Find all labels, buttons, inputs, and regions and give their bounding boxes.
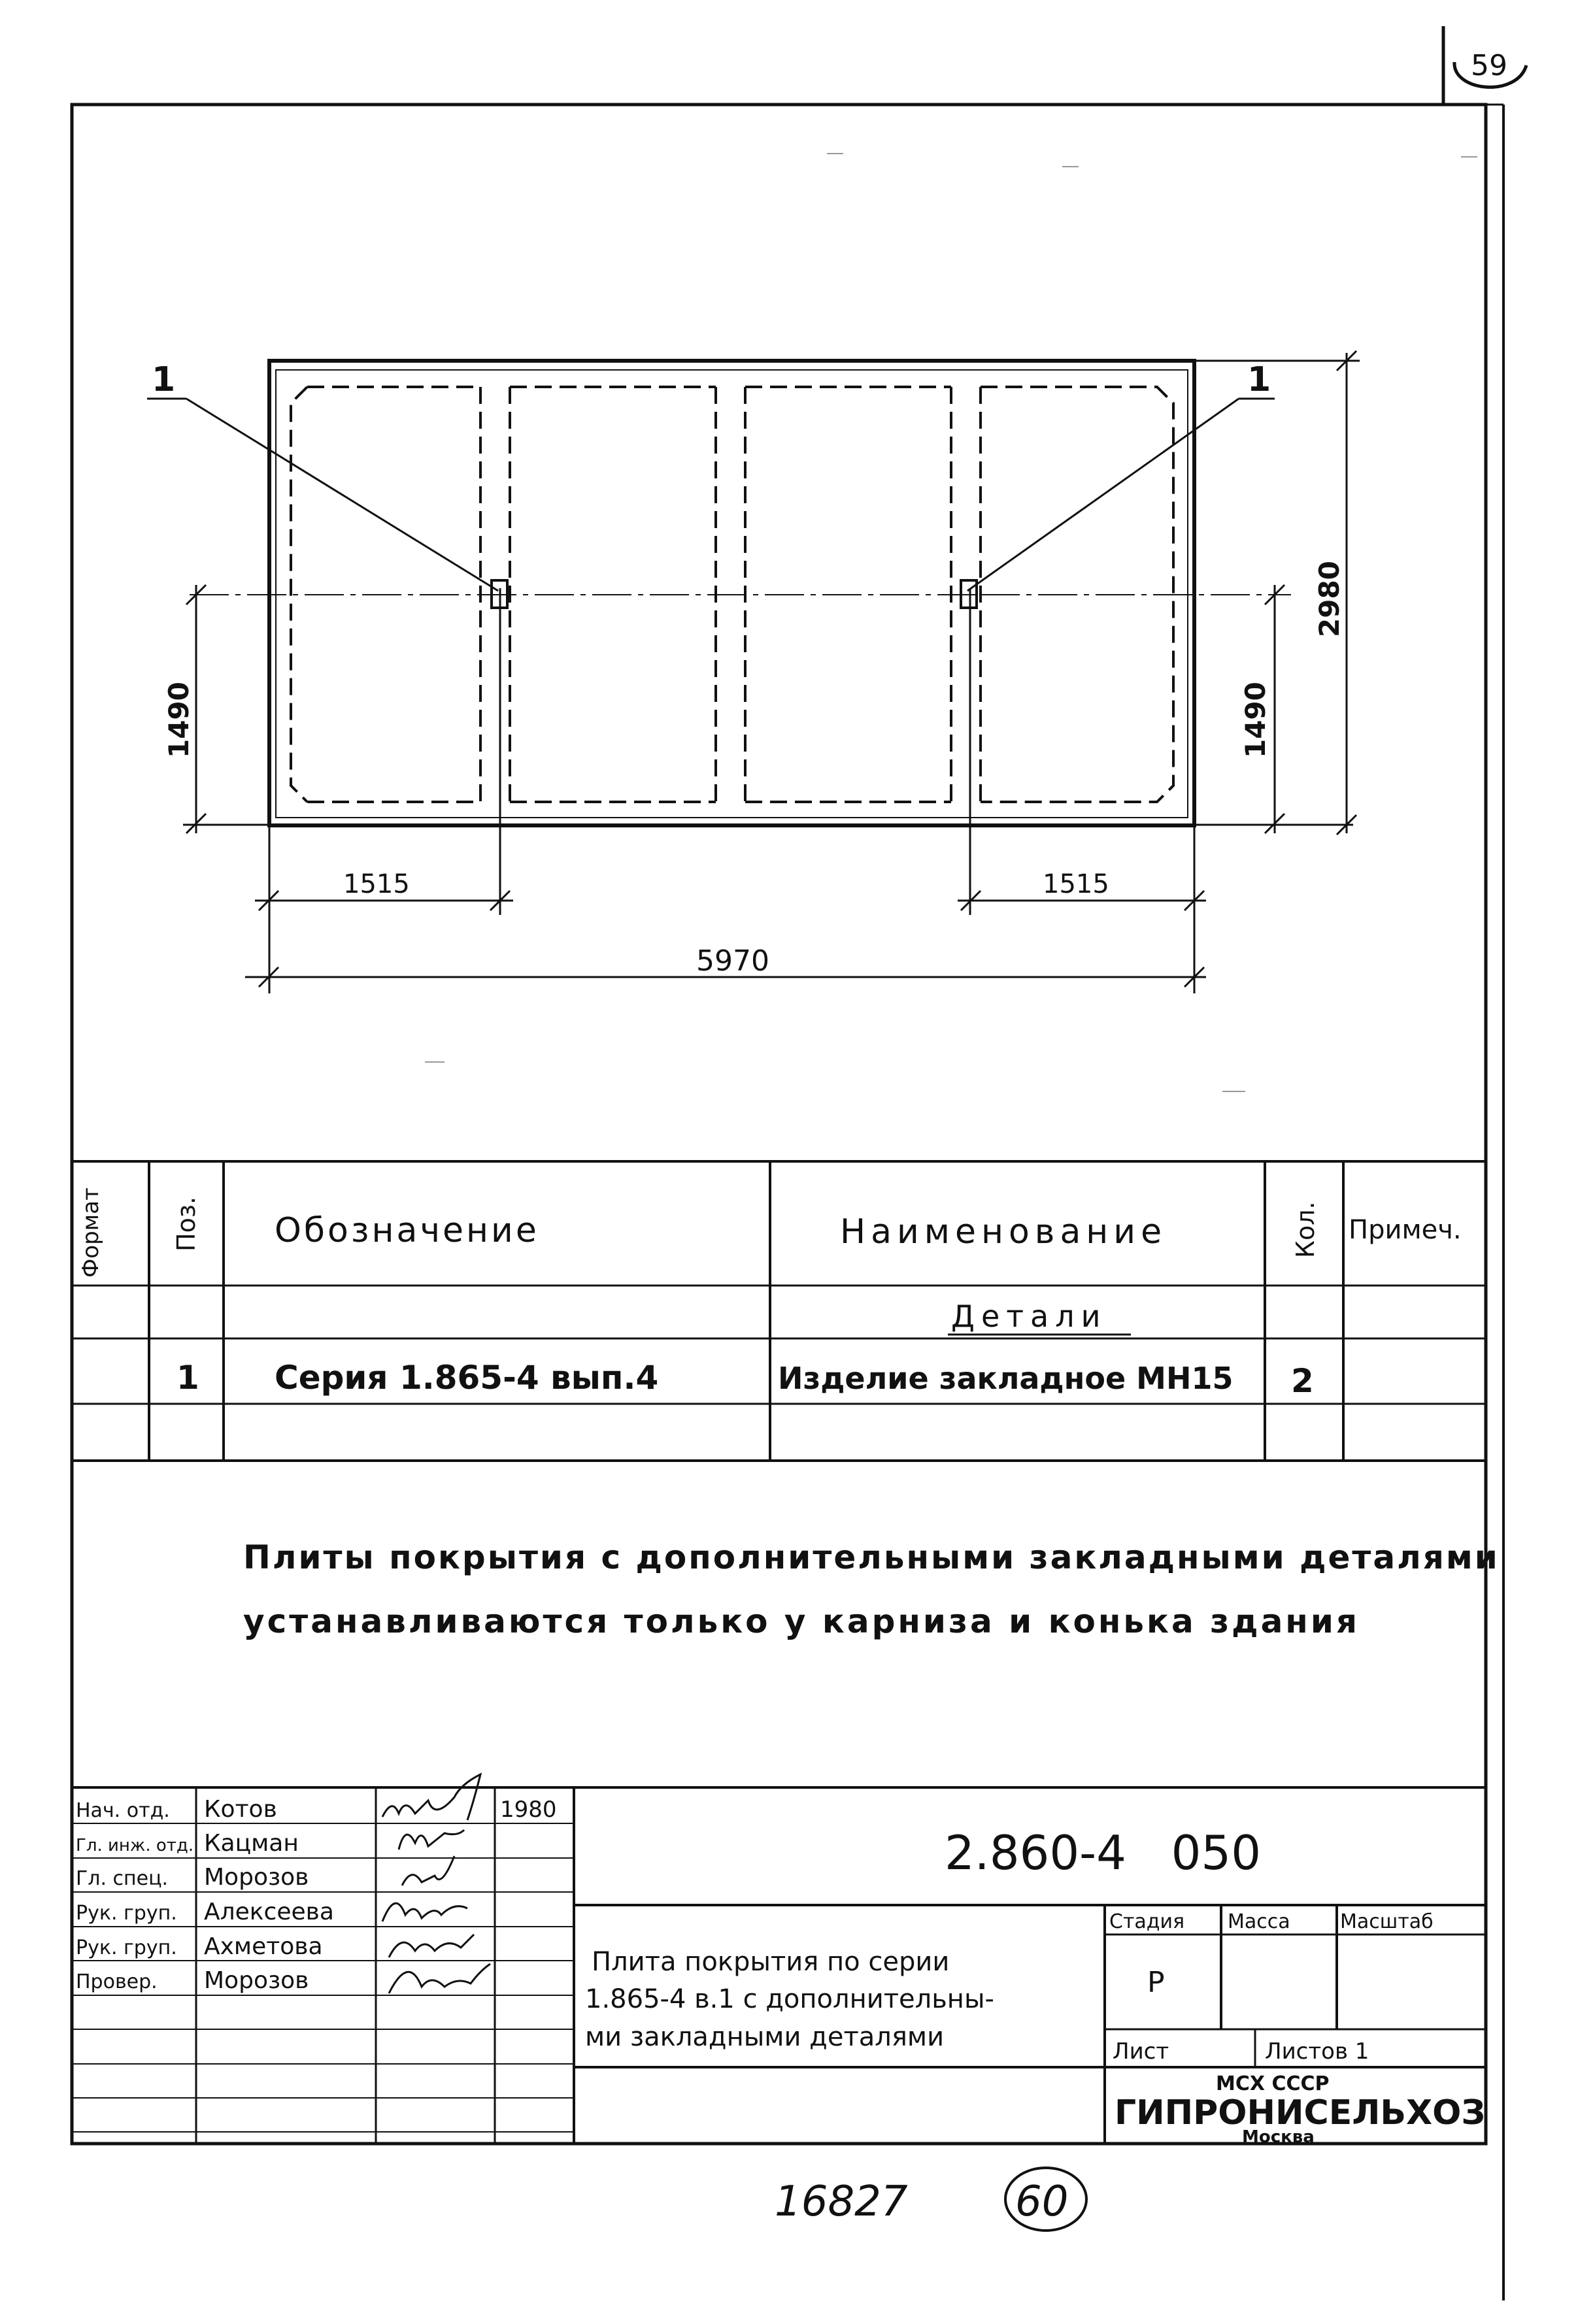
title-line-1: Плита покрытия по серии bbox=[592, 1947, 950, 1977]
stage-label: Стадия bbox=[1109, 1910, 1185, 1933]
date-1: 1980 bbox=[500, 1797, 557, 1823]
row-pos: 1 bbox=[176, 1359, 199, 1397]
corner-mark: 59 bbox=[1471, 49, 1507, 82]
leader-left bbox=[186, 399, 498, 591]
note-line-1: Плиты покрытия с дополнительными закладными деталями bbox=[243, 1538, 1500, 1576]
slab-outline-inner bbox=[276, 370, 1188, 818]
spec-table-grid bbox=[72, 1161, 1486, 1461]
header-qty: Кол. bbox=[1291, 1201, 1320, 1258]
header-format: Формат bbox=[78, 1187, 104, 1278]
row-qty: 2 bbox=[1291, 1362, 1314, 1400]
sheet-label: Лист bbox=[1113, 2038, 1169, 2065]
title-line-2: 1.865-4 в.1 с дополнительны- bbox=[585, 1984, 994, 2014]
stage-value: Р bbox=[1147, 1966, 1165, 1999]
role-4: Рук. груп. bbox=[76, 1902, 177, 1925]
note-line-2: устанавливаются только у карниза и конька здания bbox=[243, 1602, 1360, 1640]
dim-right-height: 1490 bbox=[1239, 682, 1271, 758]
header-pos: Поз. bbox=[172, 1196, 201, 1252]
name-5: Ахметова bbox=[204, 1933, 323, 1960]
sheets-label: Листов 1 bbox=[1265, 2038, 1369, 2065]
dim-overall-width: 5970 bbox=[696, 944, 769, 978]
role-2: Гл. инж. отд. bbox=[76, 1836, 194, 1855]
role-1: Нач. отд. bbox=[76, 1799, 170, 1822]
header-name: Наименование bbox=[840, 1212, 1167, 1252]
org-line-2: ГИПРОНИСЕЛЬХОЗ bbox=[1115, 2093, 1486, 2133]
leader-label-right: 1 bbox=[1247, 360, 1271, 399]
dim-overall-height: 2980 bbox=[1313, 561, 1345, 637]
title-line-3: ми закладными деталями bbox=[585, 2022, 945, 2052]
name-4: Алексеева bbox=[204, 1899, 334, 1925]
role-5: Рук. груп. bbox=[76, 1936, 177, 1959]
footer-number: 16827 bbox=[775, 2178, 908, 2226]
footer-sheet-number: 60 bbox=[1015, 2178, 1069, 2226]
slab-plan bbox=[147, 360, 1275, 825]
mass-label: Масса bbox=[1228, 1910, 1290, 1933]
dim-right-offset: 1515 bbox=[1043, 869, 1109, 899]
name-2: Кацман bbox=[204, 1830, 299, 1857]
leader-right bbox=[967, 399, 1239, 591]
row-designation: Серия 1.865-4 вып.4 bbox=[275, 1359, 659, 1397]
scale-label: Масштаб bbox=[1340, 1910, 1434, 1933]
org-line-3: Москва bbox=[1242, 2127, 1315, 2147]
leader-label-left: 1 bbox=[152, 360, 176, 399]
header-note: Примеч. bbox=[1349, 1215, 1462, 1245]
row-name: Изделие закладное МН15 bbox=[778, 1361, 1234, 1396]
role-3: Гл. спец. bbox=[76, 1867, 169, 1890]
role-6: Провер. bbox=[76, 1970, 158, 1993]
name-3: Морозов bbox=[204, 1864, 309, 1891]
slab-outline bbox=[269, 361, 1194, 825]
name-6: Морозов bbox=[204, 1967, 309, 1994]
dim-left-offset: 1515 bbox=[343, 869, 410, 899]
section-title: Детали bbox=[951, 1299, 1107, 1334]
header-designation: Обозначение bbox=[275, 1211, 539, 1250]
doc-number: 2.860-4 050 bbox=[945, 1825, 1261, 1880]
name-1: Котов bbox=[204, 1796, 277, 1823]
org-line-1: МСХ СССР bbox=[1216, 2072, 1330, 2095]
dim-left-height: 1490 bbox=[163, 682, 195, 758]
